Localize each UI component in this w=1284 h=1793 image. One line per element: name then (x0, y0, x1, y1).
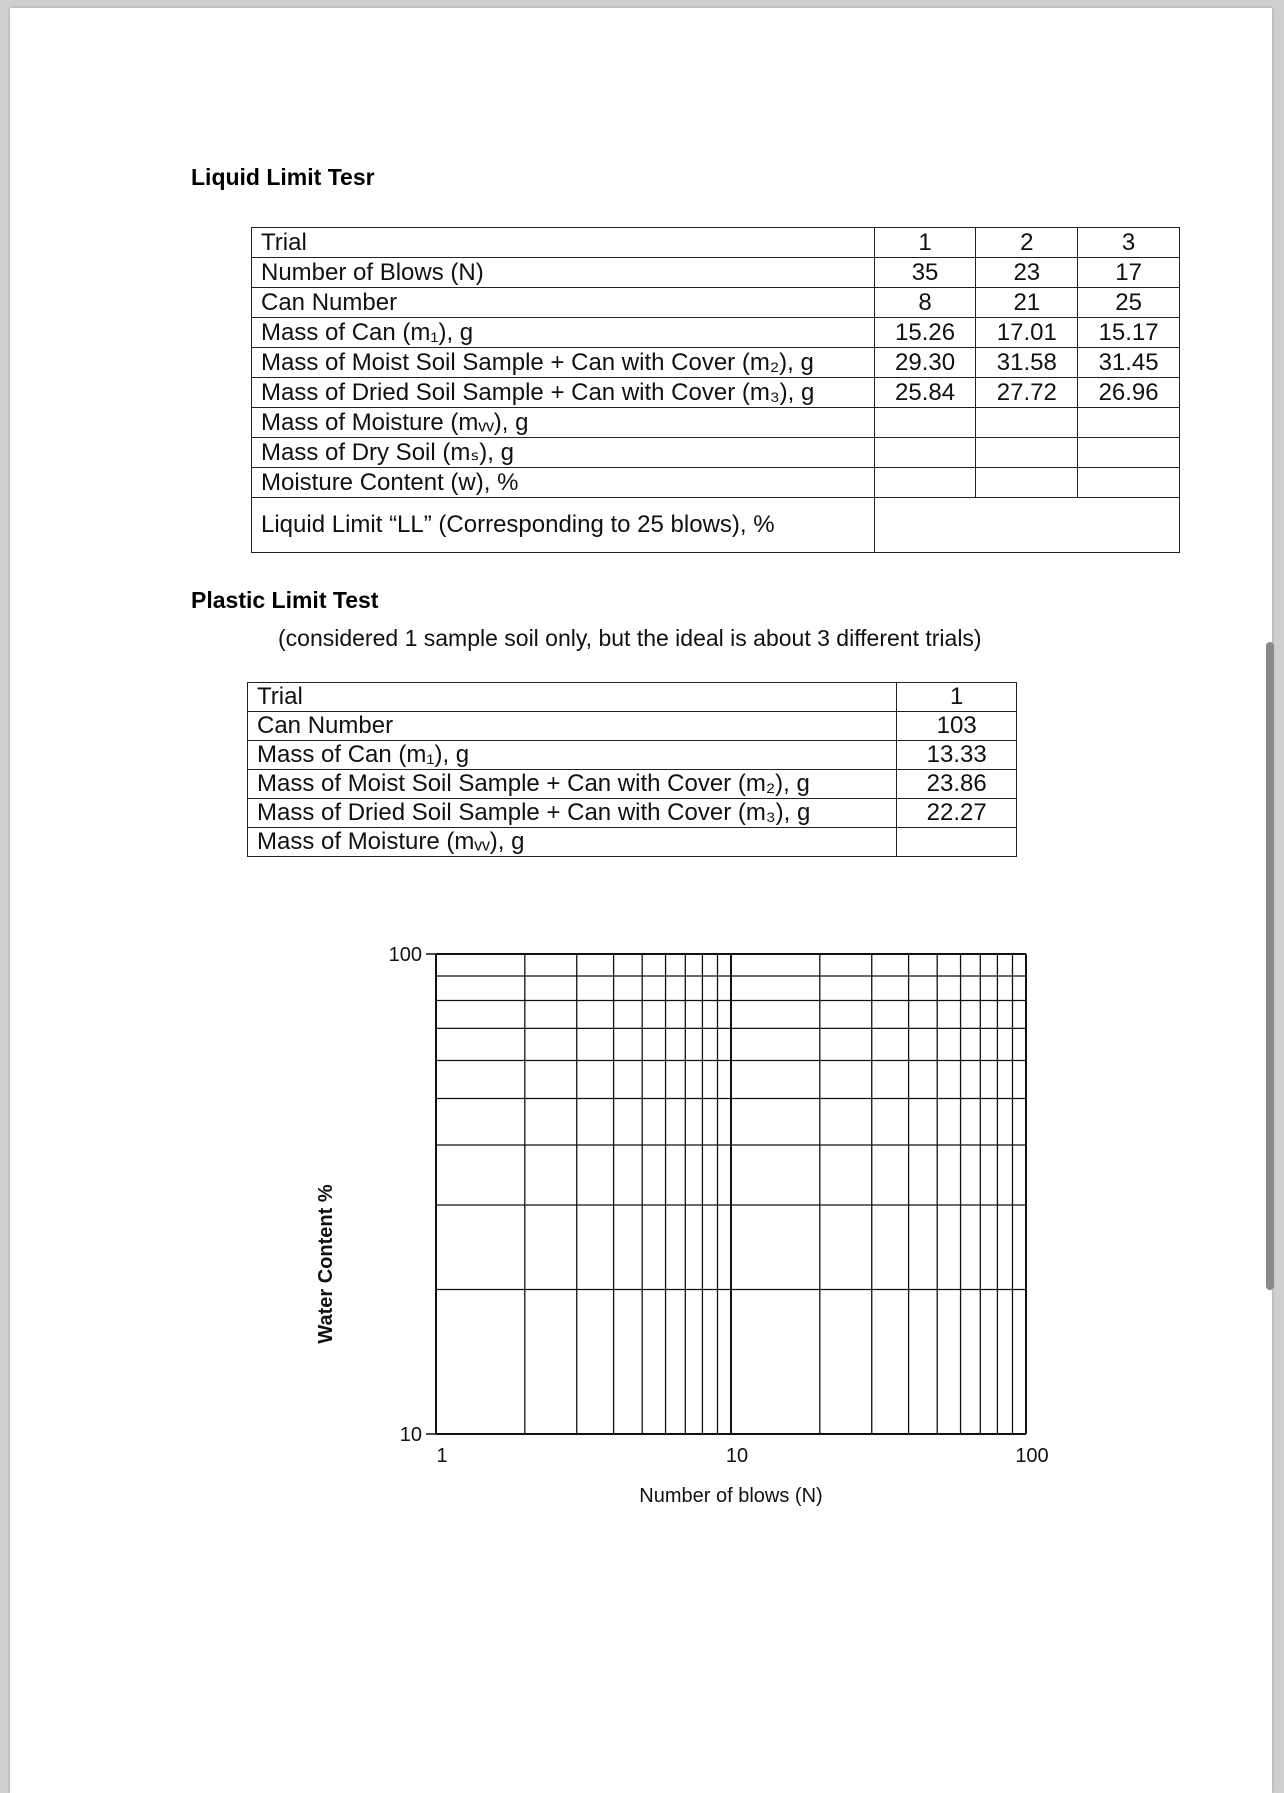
y-tick-label: 10 (399, 1424, 422, 1446)
trial-1-cell: 35 (874, 258, 976, 288)
row-label: Trial (248, 683, 897, 712)
trial-2-cell (976, 438, 1078, 468)
table-row (252, 348, 1180, 378)
table-row (252, 258, 1180, 288)
x-axis-label: Number of blows (N) (639, 1485, 823, 1507)
trial-1-cell: 8 (874, 288, 976, 318)
plastic-limit-table (247, 682, 1017, 857)
trial-3-cell (1078, 438, 1180, 468)
row-label: Number of Blows (N) (252, 258, 875, 288)
trial-1-cell (874, 468, 976, 498)
row-label: Moisture Content (w), % (252, 468, 875, 498)
row-label: Mass of Can (m₁), g (248, 741, 897, 770)
trial-1-cell: 25.84 (874, 378, 976, 408)
table-row (248, 799, 1017, 828)
trial-1-cell: 29.30 (874, 348, 976, 378)
table-row (252, 228, 1180, 258)
row-label: Mass of Dried Soil Sample + Can with Cover (m₃), g (248, 799, 897, 828)
table-row (248, 712, 1017, 741)
row-label: Mass of Moisture (mᵥᵥ), g (252, 408, 875, 438)
trial-1-cell: 22.27 (897, 799, 1017, 828)
y-tick-label: 100 (388, 944, 422, 966)
row-label: Can Number (248, 712, 897, 741)
row-label: Mass of Moisture (mᵥᵥ), g (248, 828, 897, 857)
row-label: Trial (252, 228, 875, 258)
x-tick-label: 100 (1015, 1445, 1049, 1467)
table-row (252, 408, 1180, 438)
table-row (248, 683, 1017, 712)
trial-3-cell: 3 (1078, 228, 1180, 258)
row-label: Can Number (252, 288, 875, 318)
table-row (252, 468, 1180, 498)
trial-1-cell: 13.33 (897, 741, 1017, 770)
liquid-limit-result-row (252, 498, 1180, 553)
table-row (252, 318, 1180, 348)
table-row (248, 741, 1017, 770)
trial-1-cell (897, 828, 1017, 857)
x-tick-label: 10 (725, 1445, 749, 1467)
row-label: Mass of Dry Soil (mₛ), g (252, 438, 875, 468)
trial-3-cell (1078, 408, 1180, 438)
trial-1-cell: 1 (874, 228, 976, 258)
liquid-limit-table (251, 227, 1180, 553)
trial-1-cell: 23.86 (897, 770, 1017, 799)
trial-2-cell: 2 (976, 228, 1078, 258)
table-row (248, 828, 1017, 857)
trial-1-cell (874, 408, 976, 438)
trial-1-cell: 15.26 (874, 318, 976, 348)
liquid-limit-result-value (874, 498, 1179, 553)
row-label: Mass of Moist Soil Sample + Can with Cover (m₂), g (248, 770, 897, 799)
liquid-limit-heading: Liquid Limit Tesr (191, 164, 375, 190)
trial-1-cell: 103 (897, 712, 1017, 741)
trial-3-cell: 26.96 (1078, 378, 1180, 408)
trial-2-cell: 17.01 (976, 318, 1078, 348)
x-tick-label: 1 (436, 1445, 448, 1467)
trial-2-cell (976, 408, 1078, 438)
row-label: Mass of Can (m₁), g (252, 318, 875, 348)
trial-3-cell (1078, 468, 1180, 498)
trial-1-cell (874, 438, 976, 468)
trial-3-cell: 17 (1078, 258, 1180, 288)
trial-2-cell: 23 (976, 258, 1078, 288)
plastic-limit-heading: Plastic Limit Test (191, 587, 379, 613)
trial-2-cell: 31.58 (976, 348, 1078, 378)
plastic-limit-note: (considered 1 sample soil only, but the ideal is about 3 different trials) (278, 625, 982, 651)
document-page (10, 8, 1272, 1793)
row-label: Mass of Dried Soil Sample + Can with Cover (m₃), g (252, 378, 875, 408)
trial-2-cell (976, 468, 1078, 498)
trial-2-cell: 27.72 (976, 378, 1078, 408)
y-axis-label: Water Content % (315, 1184, 337, 1344)
liquid-limit-result-label: Liquid Limit “LL” (Corresponding to 25 blows), % (252, 498, 875, 553)
trial-1-cell: 1 (897, 683, 1017, 712)
blows-water-content-chart (290, 938, 1070, 1518)
table-row (252, 288, 1180, 318)
trial-3-cell: 25 (1078, 288, 1180, 318)
trial-2-cell: 21 (976, 288, 1078, 318)
table-row (248, 770, 1017, 799)
table-row (252, 378, 1180, 408)
table-row (252, 438, 1180, 468)
row-label: Mass of Moist Soil Sample + Can with Cover (m₂), g (252, 348, 875, 378)
trial-3-cell: 15.17 (1078, 318, 1180, 348)
scrollbar[interactable] (1266, 642, 1274, 1290)
trial-3-cell: 31.45 (1078, 348, 1180, 378)
